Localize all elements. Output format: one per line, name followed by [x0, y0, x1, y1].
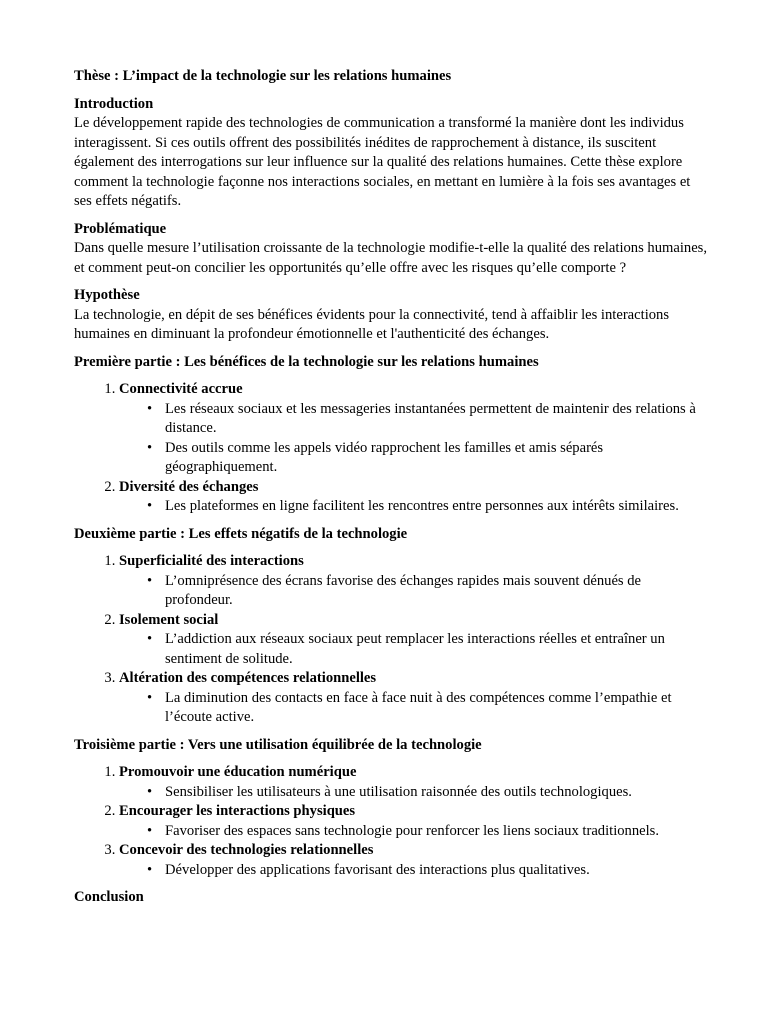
part-3-item-3-title: Concevoir des technologies relationnelles [119, 842, 374, 858]
part-3-item-2-bullets [119, 822, 708, 842]
part-1-item-2-bullets [119, 497, 708, 517]
part-2-item-3-title: Altération des compétences relationnelles [119, 670, 377, 686]
part-3-list [74, 763, 708, 880]
part-1-item-2 [119, 478, 708, 517]
bullet-icon: • [147, 631, 153, 647]
part-1-item-2-title: Diversité des échanges [119, 478, 259, 495]
problematique-heading: Problématique [74, 220, 167, 237]
list-item: • Favoriser des espaces sans technologie pour renforcer les liens sociaux traditionnels. [165, 822, 708, 842]
list-item: • Des outils comme les appels vidéo rapprochent les familles et amis séparés géographiquement. [147, 439, 604, 475]
part-1-item-1-bullets [119, 400, 708, 478]
part-2-item-1 [119, 552, 708, 611]
bullet-icon: • [147, 783, 153, 800]
part-2-item-2-bullets [119, 630, 708, 669]
part-2-item-3 [119, 669, 708, 728]
list-item: • La diminution des contacts en face à face nuit à des compétences comme l’empathie et l’écoute active. [147, 689, 672, 725]
part-1-item-1-title: Connectivité accrue [119, 381, 243, 397]
hypothese-text: La technologie, en dépit de ses bénéfices évidents pour la connectivité, tend à affaiblir les interactions humaines en diminuant la profondeur émotionnelle et l'authenticité des échanges. [74, 306, 670, 342]
list-item: • Les plateformes en ligne facilitent les rencontres entre personnes aux intérêts similaires. [165, 497, 708, 517]
list-item: • L’omniprésence des écrans favorise des échanges rapides mais souvent dénués de profondeur. [147, 572, 642, 608]
introduction-section [74, 95, 708, 212]
bullet-icon: • [147, 689, 153, 706]
part-3-item-3-bullets [119, 861, 708, 881]
part-2 [74, 525, 708, 728]
problematique-section [74, 220, 708, 279]
conclusion-heading: Conclusion [74, 889, 144, 905]
part-2-item-1-title: Superficialité des interactions [119, 553, 304, 569]
part-2-item-3-bullets [119, 689, 708, 728]
hypothese-section [74, 286, 708, 345]
part-3-item-2 [119, 802, 708, 841]
list-item: • L’addiction aux réseaux sociaux peut remplacer les interactions réelles et entraîner un sentiment de solitude. [147, 631, 665, 667]
list-item: • Développer des applications favorisant des interactions plus qualitatives. [165, 861, 708, 881]
part-2-heading: Deuxième partie : Les effets négatifs de la technologie [74, 525, 408, 542]
bullet-icon: • [147, 822, 153, 839]
part-2-list [74, 552, 708, 728]
part-3-item-2-title: Encourager les interactions physiques [119, 803, 356, 819]
introduction-text: Le développement rapide des technologies de communication a transformé la manière dont les individus interagissent. Si ces outils offrent des possibilités inédites de rapprochement à distance, ils suscitent également des interrogations sur leur influence sur la qualité des relations humaines. Cette thèse explore comment la technologie façonne nos interactions sociales, en mettant en lumière à la fois ses avantages et ses effets négatifs. [74, 115, 691, 209]
list-item: • Les réseaux sociaux et les messageries instantanées permettent de maintenir des relations à distance. [147, 400, 696, 436]
problematique-text: Dans quelle mesure l’utilisation croissante de la technologie modifie-t-elle la qualité des relations humaines, et comment peut-on concilier les opportunités qu’elle offre avec les risques qu’elle comporte ? [74, 240, 708, 276]
list-item: • Sensibiliser les utilisateurs à une utilisation raisonnée des outils technologiques. [165, 783, 708, 803]
bullet-icon: • [147, 572, 153, 589]
part-3-item-1-title: Promouvoir une éducation numérique [119, 764, 357, 780]
introduction-heading: Introduction [74, 95, 154, 112]
part-1-heading: Première partie : Les bénéfices de la technologie sur les relations humaines [74, 353, 539, 370]
part-2-item-2 [119, 611, 708, 670]
part-2-item-2-title: Isolement social [119, 611, 219, 628]
part-3-item-1 [119, 763, 708, 802]
part-3-item-3 [119, 841, 708, 880]
bullet-icon: • [147, 861, 153, 878]
part-3-heading: Troisième partie : Vers une utilisation équilibrée de la technologie [74, 736, 482, 753]
hypothese-heading: Hypothèse [74, 287, 140, 303]
part-2-item-1-bullets [119, 572, 708, 611]
document-title: Thèse : L’impact de la technologie sur les relations humaines [74, 68, 452, 84]
part-1-item-1 [119, 380, 708, 478]
bullet-icon: • [147, 439, 153, 456]
part-1-list [74, 380, 708, 517]
bullet-icon: • [147, 498, 153, 514]
bullet-icon: • [147, 400, 153, 417]
part-3 [74, 736, 708, 881]
part-1 [74, 353, 708, 517]
part-3-item-1-bullets [119, 783, 708, 803]
